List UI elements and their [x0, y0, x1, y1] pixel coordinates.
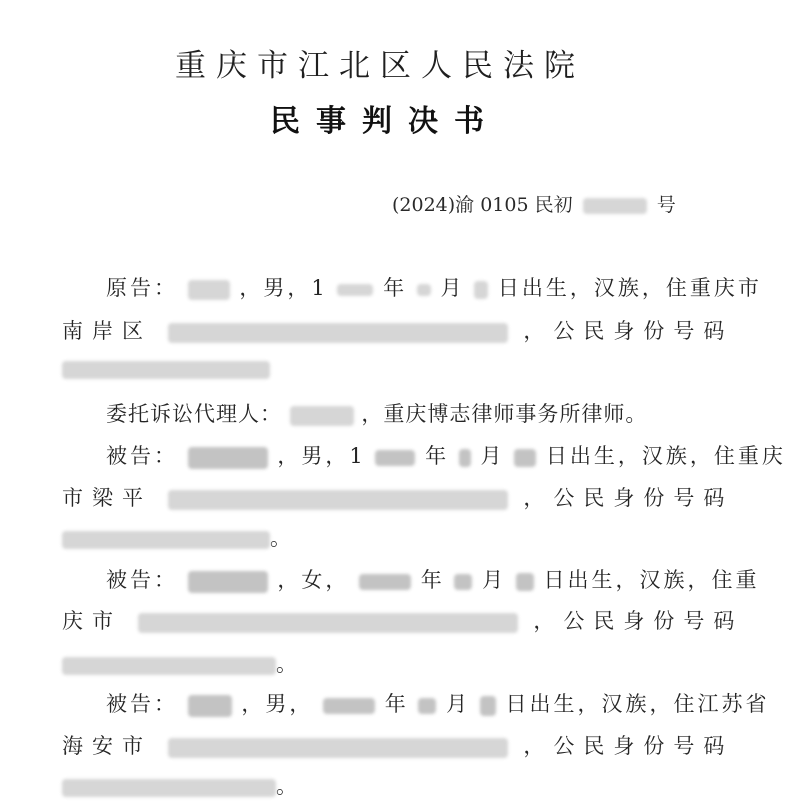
redacted-plaintiff-address	[168, 323, 508, 343]
redacted-defendant3-birth-month	[418, 698, 436, 714]
agent-label: 委托诉讼代理人：	[106, 402, 282, 426]
defendant3-month-label: 月	[446, 692, 471, 716]
redacted-defendant2-id-number	[62, 657, 276, 675]
plaintiff-id-label: ，公民身份号码	[523, 319, 734, 343]
defendant2-district: 庆市	[62, 609, 122, 633]
redacted-defendant1-name	[188, 447, 268, 469]
redacted-defendant1-address	[168, 490, 508, 510]
plaintiff-line-3	[62, 356, 270, 380]
redacted-defendant2-birth-year	[359, 574, 411, 590]
defendant1-line-2	[62, 482, 733, 512]
document-type: 民事判决书	[270, 104, 500, 139]
plaintiff-day-birth: 日出生，汉族，住重庆市	[497, 276, 762, 300]
plaintiff-line-1	[106, 272, 762, 302]
defendant3-end: 。	[276, 774, 297, 798]
plaintiff-sex: ，男，1	[239, 276, 328, 300]
redacted-defendant1-birth-year	[375, 450, 415, 466]
redacted-defendant3-birth-day	[480, 696, 496, 716]
redacted-plaintiff-birth-month	[417, 284, 431, 296]
redacted-defendant1-id-number	[62, 531, 270, 549]
plaintiff-label: 原告：	[106, 276, 178, 300]
defendant3-district: 海安市	[62, 734, 152, 758]
defendant2-month-label: 月	[482, 568, 507, 592]
redacted-plaintiff-name	[188, 280, 230, 300]
redacted-defendant2-address	[138, 613, 518, 633]
redacted-defendant3-id-number	[62, 779, 276, 797]
defendant1-month-label: 月	[480, 444, 505, 468]
defendant3-line-2	[62, 730, 733, 760]
defendant1-id-label: ，公民身份号码	[523, 486, 734, 510]
redacted-defendant1-birth-day	[514, 449, 536, 467]
defendant3-line-3	[62, 770, 297, 800]
redacted-defendant2-birth-month	[454, 574, 472, 590]
defendant1-day-birth: 日出生，汉族，住重庆	[545, 444, 786, 468]
defendant2-line-1	[106, 564, 760, 594]
defendant2-day-birth: 日出生，汉族，住重	[543, 568, 760, 592]
defendant1-sex: ，男，1	[277, 444, 366, 468]
redacted-agent-name	[290, 406, 354, 426]
redacted-plaintiff-birth-year	[337, 284, 373, 296]
defendant3-year-label: 年	[384, 692, 409, 716]
defendant3-label: 被告：	[106, 692, 178, 716]
plaintiff-year-label: 年	[383, 276, 408, 300]
redacted-defendant2-birth-day	[516, 573, 534, 591]
defendant2-end: 。	[276, 652, 297, 676]
defendant3-id-label: ，公民身份号码	[523, 734, 734, 758]
redacted-defendant1-birth-month	[459, 449, 471, 467]
defendant2-year-label: 年	[420, 568, 445, 592]
redacted-defendant3-name	[188, 695, 232, 717]
defendant1-district: 市梁平	[62, 486, 152, 510]
case-number-suffix: 号	[656, 194, 676, 216]
defendant2-label: 被告：	[106, 568, 178, 592]
court-name: 重庆市江北区人民法院	[175, 48, 585, 84]
plaintiff-district: 南岸区	[62, 319, 152, 343]
defendant1-end: 。	[270, 526, 291, 550]
defendant2-sex: ，女，	[277, 568, 350, 592]
agent-firm: ，重庆博志律师事务所律师。	[361, 402, 648, 426]
agent-line	[106, 398, 647, 428]
defendant3-sex: ，男，	[241, 692, 314, 716]
plaintiff-month-label: 月	[440, 276, 465, 300]
redacted-defendant2-name	[188, 571, 268, 593]
defendant3-line-1	[106, 688, 770, 718]
defendant1-label: 被告：	[106, 444, 178, 468]
redacted-defendant3-birth-year	[323, 698, 375, 714]
defendant3-day-birth: 日出生，汉族，住江苏省	[505, 692, 770, 716]
plaintiff-line-2	[62, 315, 733, 345]
defendant1-line-3	[62, 522, 291, 552]
redacted-case-serial	[583, 198, 647, 214]
defendant2-line-2	[62, 605, 743, 635]
case-number-prefix: (2024)渝 0105 民初	[392, 194, 573, 216]
defendant1-year-label: 年	[425, 444, 450, 468]
redacted-defendant3-address	[168, 738, 508, 758]
defendant1-line-1	[106, 440, 786, 470]
defendant2-id-label: ，公民身份号码	[533, 609, 744, 633]
redacted-plaintiff-birth-day	[474, 281, 488, 299]
defendant2-line-3	[62, 648, 297, 678]
redacted-plaintiff-id-number	[62, 361, 270, 379]
case-number	[392, 190, 676, 217]
